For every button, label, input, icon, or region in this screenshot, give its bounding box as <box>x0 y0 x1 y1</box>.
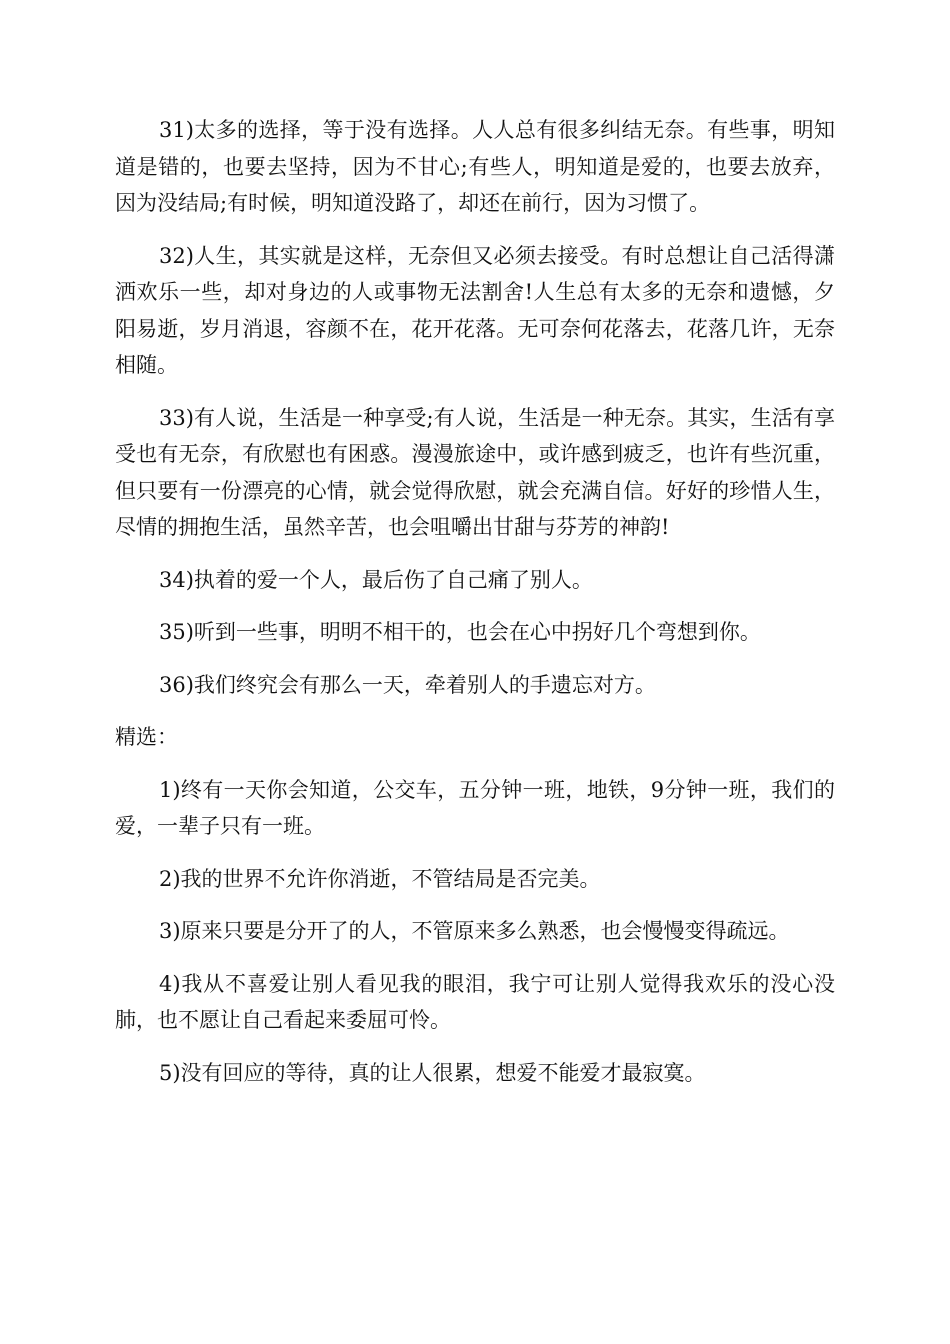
quote-35: 35)听到一些事，明明不相干的，也会在心中拐好几个弯想到你。 <box>159 620 761 644</box>
quote-34: 34)执着的爱一个人，最后伤了自己痛了别人。 <box>159 567 593 592</box>
quote-33: 33)有人说，生活是一种享受;有人说，生活是一种无奈。其实，生活有享受也有无奈，有欣慰也有困惑。漫漫旅途中，或许感到疲乏，也许有些沉重，但只要有一份漂亮的心情，就会觉得欣慰，就会充满自信。好好的珍惜人生，尽情的拥抱生活，虽然辛苦，也会咀嚼出甘甜与芬芳的神韵! <box>115 405 835 539</box>
quote-36: 36)我们终究会有那么一天，牵着别人的手遗忘对方。 <box>159 672 656 697</box>
selected-quote-4: 4)我从不喜爱让别人看见我的眼泪，我宁可让别人觉得我欢乐的没心没肺，也不愿让自己看起来委屈可怜。 <box>115 971 835 1032</box>
selected-quote-5: 5)没有回应的等待，真的让人很累，想爱不能爱才最寂寞。 <box>159 1060 706 1085</box>
selected-quote-2: 2)我的世界不允许你消逝，不管结局是否完美。 <box>159 866 601 891</box>
quotes-section-selected <box>115 772 835 1092</box>
quote-31: 31)太多的选择，等于没有选择。人人总有很多纠结无奈。有些事，明知道是错的，也要去坚持，因为不甘心;有些人，明知道是爱的，也要去放弃，因为没结局;有时候，明知道没路了，却还在前行，因为习惯了。 <box>115 118 835 215</box>
quote-32: 32)人生，其实就是这样，无奈但又必须去接受。有时总想让自己活得潇洒欢乐一些，却对身边的人或事物无法割舍!人生总有太多的无奈和遗憾，夕阳易逝，岁月消退，容颜不在，花开花落。无可奈何花落去，花落几许，无奈相随。 <box>115 243 835 377</box>
section-heading-selected: 精选： <box>115 725 178 749</box>
quotes-section-31-36 <box>115 112 835 703</box>
document-body <box>115 112 835 1091</box>
selected-quote-1: 1)终有一天你会知道，公交车，五分钟一班，地铁，9分钟一班，我们的爱，一辈子只有一班。 <box>115 777 835 838</box>
selected-quote-3: 3)原来只要是分开了的人，不管原来多么熟悉，也会慢慢变得疏远。 <box>159 919 790 943</box>
